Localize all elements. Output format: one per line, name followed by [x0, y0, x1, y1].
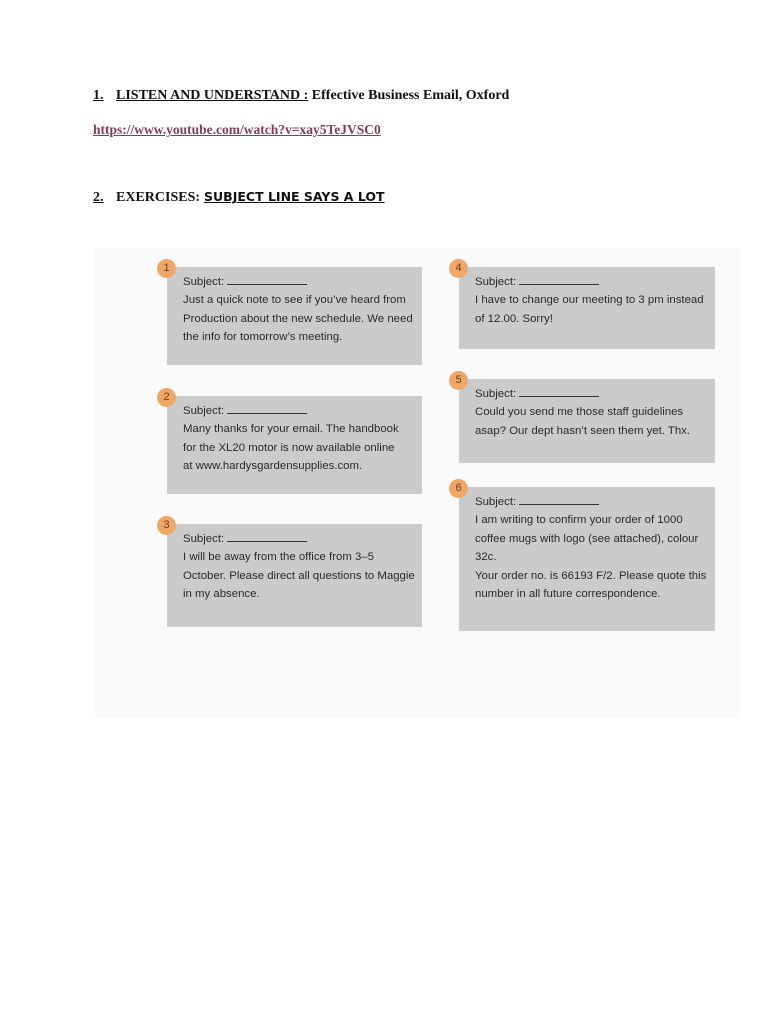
subject-blank [227, 273, 307, 285]
subject-blank [227, 402, 307, 414]
card-number-badge: 1 [157, 259, 176, 278]
section-1-heading [93, 88, 509, 104]
subject-line: Subject: [475, 493, 707, 511]
exercise-card-1: 1 Subject: Just a quick note to see if you’ve heard from Production about the new schedule. We need the info for tomorrow’s meeting. [167, 267, 422, 365]
section-1-rest: Effective Business Email, Oxford [308, 88, 510, 103]
subject-line: Subject: [183, 530, 414, 548]
section-1-number: 1. [93, 88, 104, 103]
section-2-label: EXERCISES: [116, 190, 201, 205]
subject-blank [227, 530, 307, 542]
subject-blank [519, 493, 599, 505]
section-2-number: 2. [93, 190, 104, 205]
card-number-badge: 6 [449, 479, 468, 498]
subject-line: Subject: [475, 385, 707, 403]
subject-line: Subject: [183, 273, 414, 291]
youtube-link[interactable]: https://www.youtube.com/watch?v=xay5TeJVSC0 [93, 122, 381, 137]
section-2-heading [93, 189, 385, 206]
card-number-badge: 5 [449, 371, 468, 390]
exercise-card-5: 5 Subject: Could you send me those staff guidelines asap? Our dept hasn’t seen them yet. Thx. [459, 379, 715, 463]
subject-line: Subject: [183, 402, 414, 420]
subject-line: Subject: [475, 273, 707, 291]
card-number-badge: 4 [449, 259, 468, 278]
card-number-badge: 3 [157, 516, 176, 535]
exercise-card-6: 6 Subject: I am writing to confirm your order of 1000 coffee mugs with logo (see attached), colour 32c. Your order no. is 66193 F/2. Please quote this number in all future correspondence. [459, 487, 715, 631]
subject-blank [519, 273, 599, 285]
exercise-card-4: 4 Subject: I have to change our meeting to 3 pm instead of 12.00. Sorry! [459, 267, 715, 349]
section-1-title: LISTEN AND UNDERSTAND : [116, 88, 309, 103]
exercise-card-3: 3 Subject: I will be away from the office from 3–5 October. Please direct all questions to Maggie in my absence. [167, 524, 422, 627]
subject-blank [519, 385, 599, 397]
card-number-badge: 2 [157, 388, 176, 407]
exercise-card-2: 2 Subject: Many thanks for your email. The handbook for the XL20 motor is now available online at www.hardysgardensupplies.com. [167, 396, 422, 494]
section-2-subtitle: SUBJECT LINE SAYS A LOT [204, 189, 385, 204]
